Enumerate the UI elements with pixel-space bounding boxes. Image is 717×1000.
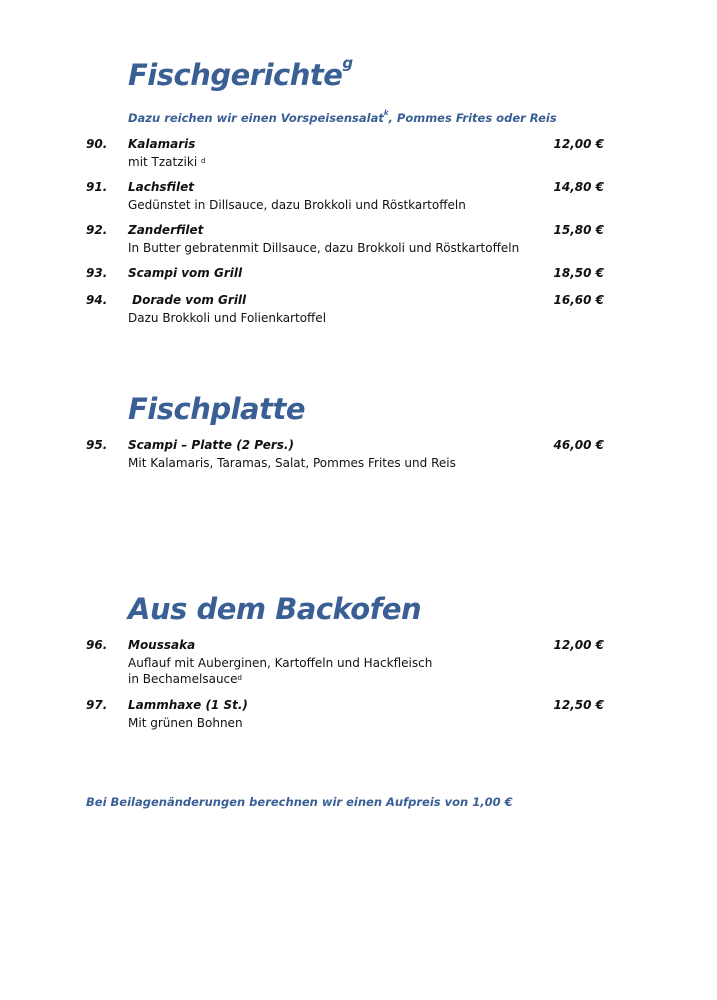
- item-description: [128, 154, 604, 170]
- item-number: 91.: [86, 180, 108, 194]
- menu-item: [86, 137, 604, 170]
- menu-item: [86, 698, 604, 731]
- item-description-line-2: [128, 671, 604, 687]
- item-name: Lammhaxe (1 St.): [128, 698, 248, 712]
- item-name: Dorade vom Grill: [128, 293, 247, 307]
- item-description-text: in Bechamelsauce: [128, 672, 238, 686]
- menu-item: [86, 638, 604, 687]
- item-name: Scampi – Platte (2 Pers.): [128, 438, 294, 452]
- item-price: 12,00 €: [553, 137, 604, 151]
- section-title-text: Fischgerichte: [128, 58, 343, 92]
- item-description: Mit grünen Bohnen: [128, 716, 243, 730]
- item-name: Lachsfilet: [128, 180, 194, 194]
- item-number: 97.: [86, 698, 108, 712]
- item-name: Moussaka: [128, 638, 196, 652]
- item-number: 94.: [86, 293, 108, 307]
- section-title-aus-dem-backofen: [128, 592, 421, 626]
- item-price: 15,80 €: [553, 223, 604, 237]
- item-name: Zanderfilet: [128, 223, 204, 237]
- item-name: Kalamaris: [128, 137, 196, 151]
- menu-item: [86, 266, 604, 283]
- item-number: 90.: [86, 137, 108, 151]
- allergen-superscript: k: [383, 109, 389, 117]
- item-number: 96.: [86, 638, 108, 652]
- section-title-text: Aus dem Backofen: [128, 592, 422, 626]
- item-price: 14,80 €: [553, 180, 604, 194]
- item-price: 12,50 €: [553, 698, 604, 712]
- item-number: 92.: [86, 223, 108, 237]
- item-description: Dazu Brokkoli und Folienkartoffel: [128, 311, 327, 325]
- item-price: 16,60 €: [553, 293, 604, 307]
- item-price: 46,00 €: [553, 438, 604, 452]
- section-title-fischgerichte: [128, 54, 353, 92]
- subtitle-text-end: , Pommes Frites oder Reis: [388, 111, 557, 125]
- menu-item: [86, 180, 604, 213]
- section-title-text: Fischplatte: [128, 392, 306, 426]
- subtitle-text: Dazu reichen wir einen Vorspeisensalat: [128, 111, 384, 125]
- allergen-superscript: d: [237, 674, 242, 682]
- item-name: Scampi vom Grill: [128, 266, 243, 280]
- surcharge-note: Bei Beilagenänderungen berechnen wir einen Aufpreis von 1,00 €: [86, 795, 513, 809]
- item-price: 18,50 €: [553, 266, 604, 280]
- menu-item: [86, 223, 604, 256]
- item-description-text: mit Tzatziki: [128, 155, 198, 169]
- allergen-superscript: d: [200, 157, 206, 165]
- section-subtitle: [128, 111, 557, 125]
- menu-item: [86, 438, 604, 471]
- allergen-superscript: g: [342, 54, 353, 72]
- item-description: Mit Kalamaris, Taramas, Salat, Pommes Frites und Reis: [128, 456, 456, 470]
- menu-item: [86, 293, 604, 326]
- item-price: 12,00 €: [553, 638, 604, 652]
- item-description: Auflauf mit Auberginen, Kartoffeln und Hackfleisch: [128, 656, 433, 670]
- item-description: Gedünstet in Dillsauce, dazu Brokkoli und Röstkartoffeln: [128, 198, 466, 212]
- item-description: In Butter gebratenmit Dillsauce, dazu Brokkoli und Röstkartoffeln: [128, 241, 520, 255]
- item-number: 95.: [86, 438, 108, 452]
- item-number: 93.: [86, 266, 108, 280]
- section-title-fischplatte: [128, 392, 305, 426]
